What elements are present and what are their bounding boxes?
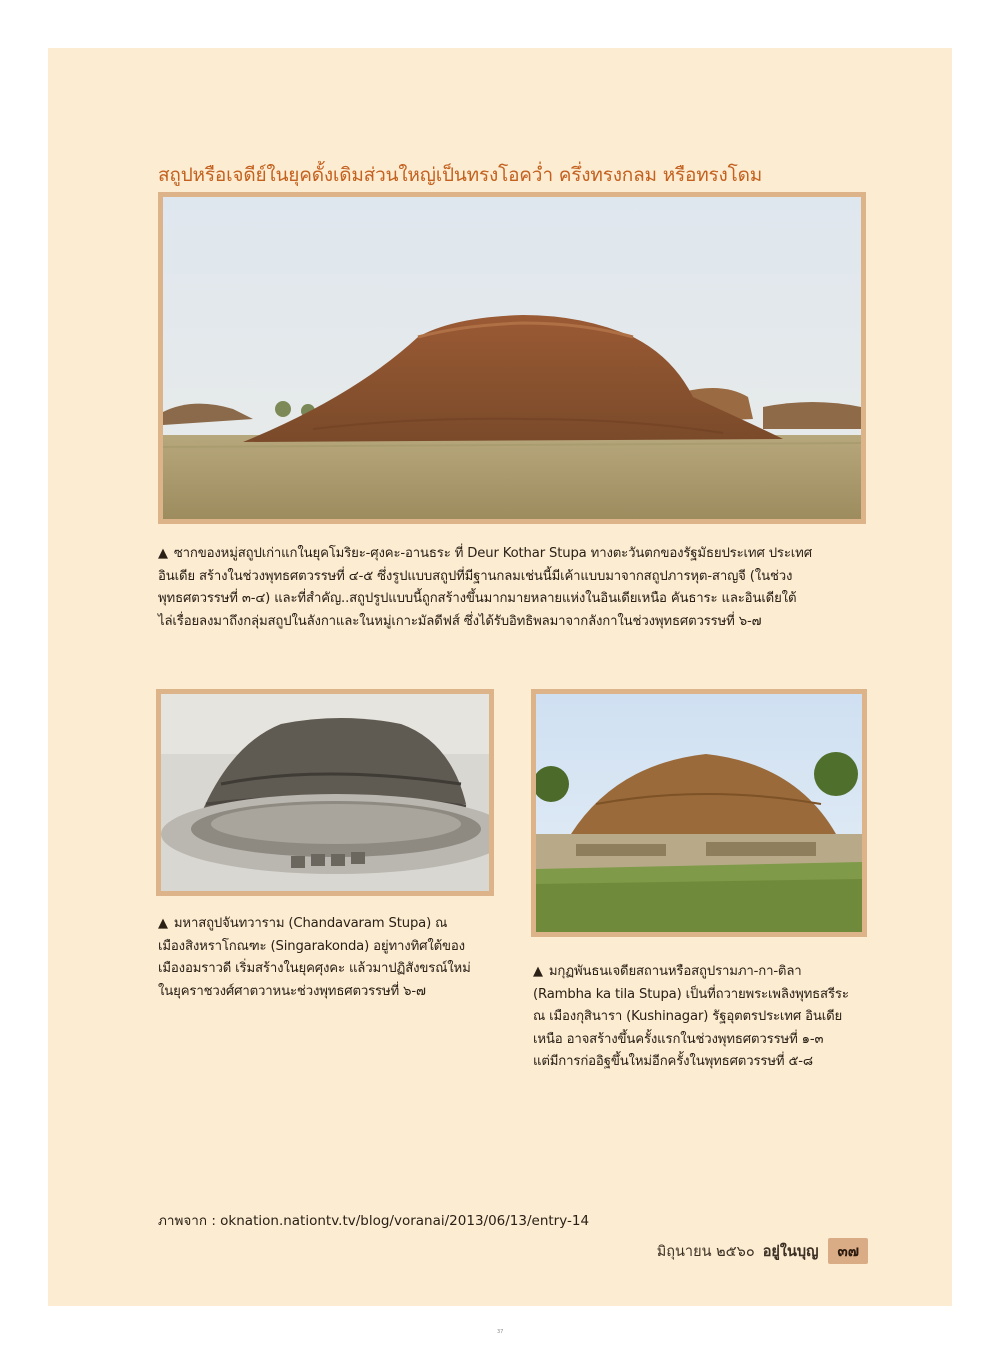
photo-credit: ภาพจาก : oknation.nationtv.tv/blog/voranai/2013/06/13/entry-14 [158, 1213, 590, 1229]
right-photo-frame [531, 689, 867, 937]
page-title: สถูปหรือเจดีย์ในยุคดั้งเดิมส่วนใหญ่เป็นทรงโอคว่ำ ครึ่งทรงกลม หรือทรงโดม [158, 164, 763, 186]
magazine-name: อยู่ในบุญ [762, 1243, 819, 1260]
caption-line: (Rambha ka tila Stupa) เป็นที่ถวายพระเพลิงพุทธสรีระ [533, 986, 849, 1002]
caption-line: แต่มีการก่ออิฐขึ้นใหม่อีกครั้งในพุทธศตวรรษที่ ๕-๘ [533, 1054, 813, 1069]
caption-line: ไล่เรื่อยลงมาถึงกลุ่มสถูปในลังกาและในหมู่เกาะมัลดีฟส์ ซึ่งได้รับอิทธิพลมาจากลังกาในช่วงพุทธศตวรรษที่ ๖-๗ [158, 613, 762, 629]
caption-line: เมืองอมราวดี เริ่มสร้างในยุคศุงคะ แล้วมาปฏิสังขรณ์ใหม่ [158, 961, 471, 976]
caption-line: ในยุคราชวงศ์ศาตวาหนะช่วงพุทธศตวรรษที่ ๖-๗ [158, 983, 426, 999]
page-footer [618, 1238, 868, 1264]
caption-line: ณ เมืองกุสินารา (Kushinagar) รัฐอุตตรประเทศ อินเดีย [533, 1009, 843, 1024]
left-stupa-photo [161, 694, 489, 891]
left-caption [158, 913, 498, 1003]
caption-line: อินเดีย สร้างในช่วงพุทธศตวรรษที่ ๔-๕ ซึ่งรูปแบบสถูปที่มีฐานกลมเช่นนี้มีเค้าแบบมาจากสถูปภารหุต-สาญจี (ในช่วง [158, 568, 793, 584]
triangle-icon: ▲ [533, 964, 543, 979]
caption-line: เมืองสิงหราโกณฑะ (Singarakonda) อยู่ทางทิศใต้ของ [158, 938, 465, 954]
tiny-page-mark: 37 [497, 1329, 504, 1335]
main-photo-frame [158, 192, 866, 524]
right-stupa-photo [536, 694, 862, 932]
triangle-icon: ▲ [158, 916, 168, 931]
main-stupa-photo [163, 197, 861, 519]
caption-line: ▲ ซากของหมู่สถูปเก่าแกในยุคโมริยะ-ศุงคะ-อานธระ ที่ Deur Kothar Stupa ทางตะวันตกของรัฐมัธยประเทศ ประเทศ [158, 546, 812, 561]
triangle-icon: ▲ [158, 546, 168, 561]
right-caption [533, 961, 873, 1074]
page-number: ๓๗ [828, 1238, 868, 1264]
left-photo-frame [156, 689, 494, 896]
caption-line: ▲ มหาสถูปจันทวาราม (Chandavaram Stupa) ณ [158, 916, 448, 931]
caption-line: เหนือ อาจสร้างขึ้นครั้งแรกในช่วงพุทธศตวรรษที่ ๑-๓ [533, 1031, 824, 1047]
issue-date: มิถุนายน ๒๕๖๐ [656, 1243, 755, 1260]
caption-line: พุทธศตวรรษที่ ๓-๔) และที่สำคัญ..สถูปรูปแบบนี้ถูกสร้างขึ้นมากมายหลายแห่งในอินเดียเหนือ คันธาระ และอินเดียใต้ [158, 591, 797, 606]
main-caption [158, 543, 868, 633]
caption-line: ▲ มกุฏพันธนเจดียสถานหรือสถูปรามภา-กา-ติลา [533, 964, 802, 979]
